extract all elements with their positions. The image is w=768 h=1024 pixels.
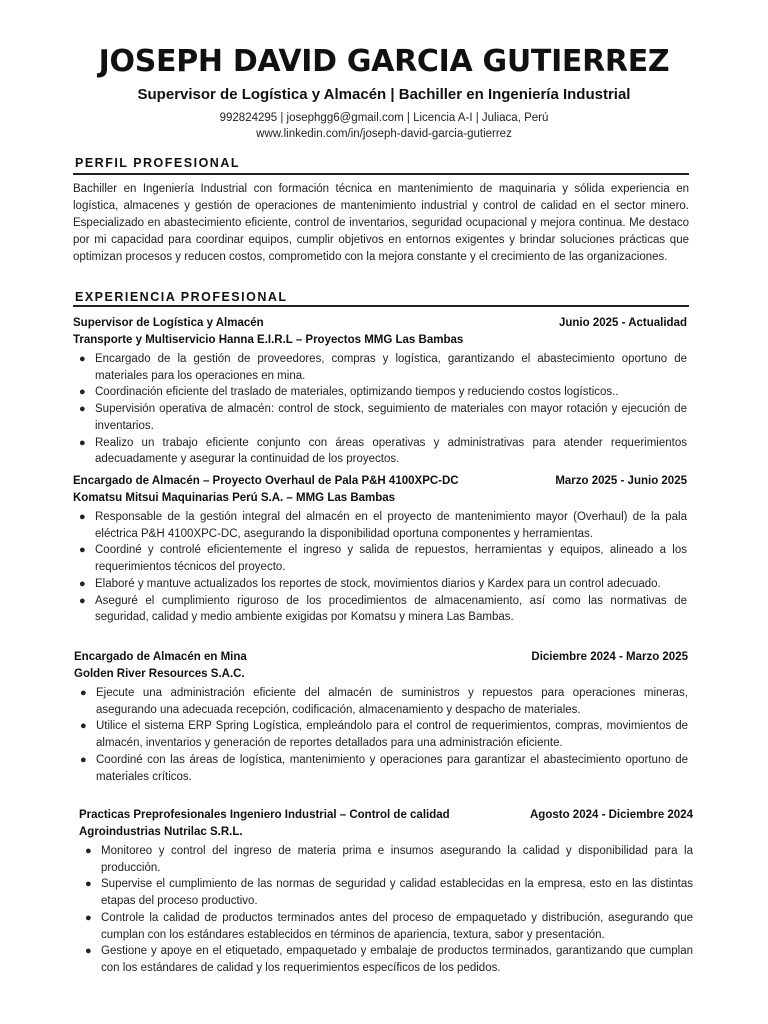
bullet-text: Supervise el cumplimiento de las normas de seguridad y calidad establecidas en la empresa, esto en las distintas etapas del proceso productivo. <box>101 878 693 908</box>
list-item <box>74 685 688 718</box>
bullet-text: Coordiné con las áreas de logística, mantenimiento y operaciones para garantizar el abastecimiento oportuno de materiales críticos. <box>96 753 688 783</box>
job-dates: Agosto 2024 - Diciembre 2024 <box>530 809 693 821</box>
list-item <box>73 576 687 593</box>
contact-info: 992824295 | josephgg6@gmail.com | Licencia A-I | Juliaca, Perú <box>219 112 549 124</box>
job-header <box>79 809 693 826</box>
bullet-text: Responsable de la gestión integral del almacén en el proyecto de mantenimiento mayor (Overhaul) de la pala eléctrica P&H 4100XPC-DC, asegurando la disponibilidad oportuna componentes y herramientas. <box>95 511 687 540</box>
job-entry <box>79 809 693 977</box>
list-item <box>74 718 688 751</box>
candidate-name: JOSEPH DAVID GARCIA GUTIERREZ <box>98 44 670 79</box>
list-item <box>73 351 687 384</box>
linkedin-url: www.linkedin.com/in/joseph-david-garcia-gutierrez <box>256 128 512 140</box>
bullet-text: Elaboré y mantuve actualizados los reportes de stock, movimientos diarios y Kardex para un control adecuado. <box>95 577 661 590</box>
job-responsibilities <box>73 351 687 468</box>
job-position: Encargado de Almacén – Proyecto Overhaul de Pala P&H 4100XPC-DC <box>73 475 459 487</box>
job-dates: Diciembre 2024 - Marzo 2025 <box>531 651 688 663</box>
section-title-profile: PERFIL PROFESIONAL <box>75 156 240 170</box>
bullet-icon: ● <box>79 386 86 399</box>
bullet-text: Encargado de la gestión de proveedores, compras y logística, garantizando el abastecimiento oportuno de materiales para los operaciones en mina. <box>95 353 687 382</box>
bullet-text: Aseguré el cumplimiento riguroso de los procedimientos de almacenamiento, así como las normativas de seguridad, calidad y medio ambiente exigidas por Komatsu y minera Las Bambas. <box>95 594 687 624</box>
section-divider <box>73 305 689 307</box>
job-company: Transporte y Multiservicio Hanna E.I.R.L – Proyectos MMG Las Bambas <box>73 334 464 346</box>
list-item <box>73 401 687 434</box>
job-entry <box>74 651 688 785</box>
job-header <box>73 317 687 334</box>
section-divider <box>73 173 689 175</box>
list-item <box>79 843 693 876</box>
job-entry <box>73 317 687 468</box>
bullet-text: Ejecute una administración eficiente del almacén de suministros y repuestos para operaciones mineras, asegurando una adecuada recepción, codificación, almacenamiento y despacho de materiales. <box>96 687 688 716</box>
bullet-icon: ● <box>79 353 86 365</box>
job-responsibilities <box>79 843 693 977</box>
bullet-icon: ● <box>79 594 86 607</box>
bullet-icon: ● <box>79 403 86 416</box>
list-item <box>79 910 693 943</box>
job-company: Komatsu Mitsui Maquinarias Perú S.A. – MMG Las Bambas <box>73 492 396 504</box>
job-header <box>74 651 688 668</box>
bullet-icon: ● <box>79 577 86 590</box>
bullet-text: Gestione y apoye en el etiquetado, empaquetado y embalaje de productos terminados, garantizando que cumplan con los estándares de calidad y los requerimientos específicos de los pedidos. <box>101 945 693 974</box>
job-company: Agroindustrias Nutrilac S.R.L. <box>79 826 243 838</box>
bullet-text: Coordiné y controlé eficientemente el ingreso y salida de repuestos, herramientas y equipos, alineado a los requerimientos técnicos del proyecto. <box>95 544 687 574</box>
section-title-experience: EXPERIENCIA PROFESIONAL <box>75 290 288 304</box>
job-position: Encargado de Almacén en Mina <box>74 651 247 663</box>
job-entry <box>73 475 687 626</box>
list-item <box>73 384 687 401</box>
bullet-icon: ● <box>85 878 92 891</box>
bullet-icon: ● <box>85 845 92 857</box>
list-item <box>73 435 687 468</box>
bullet-icon: ● <box>85 911 92 924</box>
bullet-icon: ● <box>85 945 92 958</box>
list-item <box>79 876 693 909</box>
bullet-text: Monitoreo y control del ingreso de materia prima e insumos asegurando la calidad y disponibilidad para la producción. <box>101 845 693 874</box>
bullet-icon: ● <box>80 753 87 766</box>
bullet-icon: ● <box>79 511 86 523</box>
bullet-text: Utilice el sistema ERP Spring Logística, empleándolo para el control de requerimientos, compras, movimientos de almacén, inventarios y generación de reportes detallados para una administración eficiente. <box>96 720 688 750</box>
list-item <box>73 542 687 575</box>
job-header <box>73 475 687 492</box>
bullet-icon: ● <box>79 544 86 557</box>
job-dates: Marzo 2025 - Junio 2025 <box>555 475 687 487</box>
job-dates: Junio 2025 - Actualidad <box>558 317 687 329</box>
job-position: Supervisor de Logística y Almacén <box>73 317 264 329</box>
bullet-text: Supervisión operativa de almacén: control de stock, seguimiento de materiales con mayor rotación y ejecución de inventarios. <box>95 403 687 432</box>
job-company: Golden River Resources S.A.C. <box>74 668 245 680</box>
bullet-icon: ● <box>80 720 87 733</box>
bullet-text: Realizo un trabajo eficiente conjunto con áreas operativas y administrativas para atender requerimientos adecuadamente y asegurar la continuidad de los proyectos. <box>95 436 687 466</box>
bullet-text: Coordinación eficiente del traslado de materiales, optimizando tiempos y reduciendo costos logísticos.. <box>95 386 619 399</box>
bullet-icon: ● <box>80 687 87 699</box>
bullet-icon: ● <box>79 436 86 449</box>
list-item <box>73 593 687 626</box>
list-item <box>79 943 693 976</box>
candidate-subtitle: Supervisor de Logística y Almacén | Bachiller en Ingeniería Industrial <box>137 86 631 103</box>
job-responsibilities <box>73 509 687 626</box>
bullet-text: Controle la calidad de productos terminados antes del proceso de empaquetado y distribución, asegurando que cumplan con los estándares establecidos en términos de apariencia, textura, sabor y presentación. <box>101 911 693 941</box>
list-item <box>74 752 688 785</box>
profile-summary: Bachiller en Ingeniería Industrial con formación técnica en mantenimiento de maquinaria y sólida experiencia en logística, almacenes y gestión de operaciones de mantenimiento industrial y control de calidad en el sector minero. Especializado en abastecimiento eficiente, control de inventarios, seguridad ocupacional y mejora continua. Me destaco por mi capacidad para coordinar equipos, cumplir objetivos en entornos exigentes y brindar soluciones prácticas que optimizan procesos y reducen costos, comprometido con la mejora constante y el crecimiento de las organizaciones. <box>73 183 689 263</box>
job-responsibilities <box>74 685 688 785</box>
list-item <box>73 509 687 542</box>
job-position: Practicas Preprofesionales Ingeniero Industrial – Control de calidad <box>79 809 450 821</box>
